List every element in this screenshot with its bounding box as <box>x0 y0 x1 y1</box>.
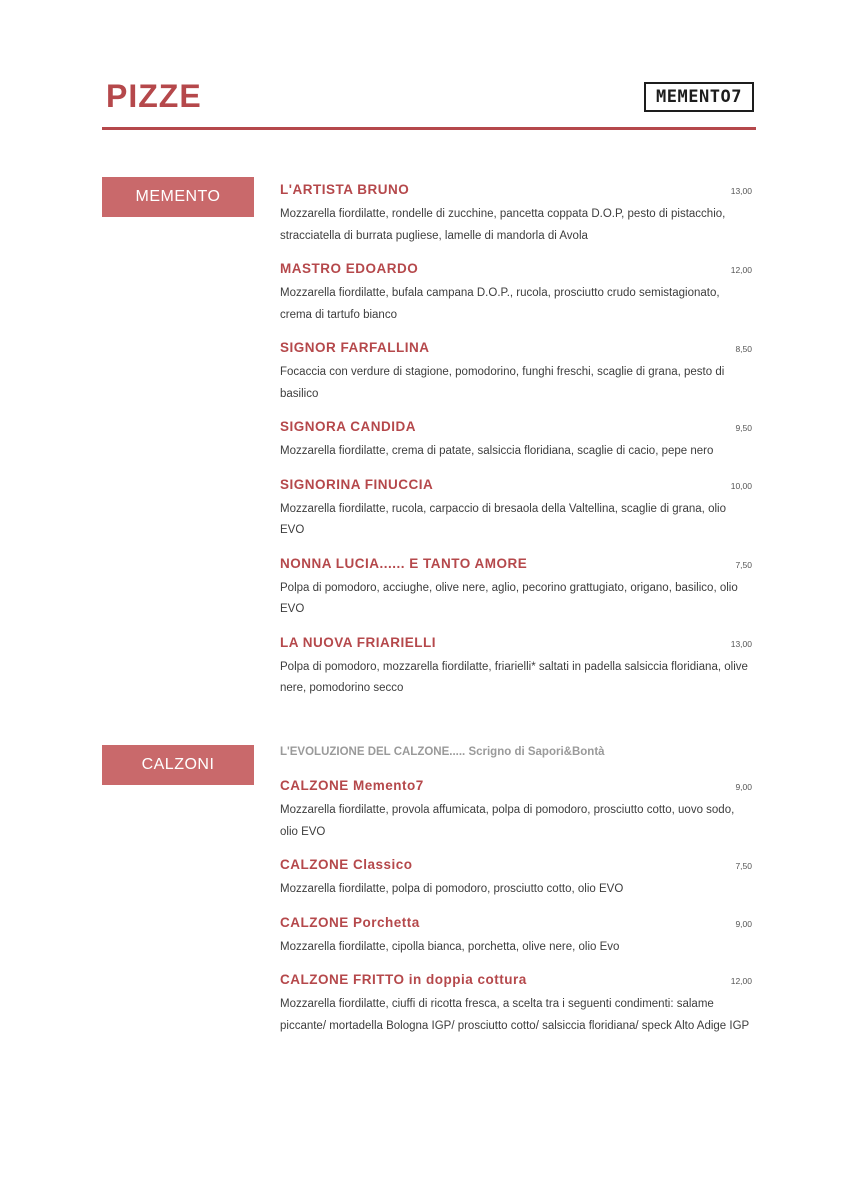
menu-item <box>280 556 752 621</box>
item-price: 7,50 <box>735 559 752 570</box>
menu-item <box>280 857 752 901</box>
item-name: LA NUOVA FRIARIELLI <box>280 634 436 650</box>
item-price: 13,00 <box>730 638 752 649</box>
menu-list-memento <box>280 182 752 714</box>
item-description: Mozzarella fiordilatte, rondelle di zucchine, pancetta coppata D.O.P, pesto di pistacchio, stracciatella di burrata pugliese, lamelle di mandorla di Avola <box>280 208 726 242</box>
item-description: Polpa di pomodoro, mozzarella fiordilatte, friarielli* saltati in padella salsiccia floridiana, olive nere, pomodorino secco <box>280 660 748 694</box>
item-description: Mozzarella fiordilatte, provola affumicata, polpa di pomodoro, prosciutto cotto, uovo sodo, olio EVO <box>280 804 735 838</box>
item-price: 9,00 <box>735 918 752 929</box>
menu-item <box>280 972 752 1037</box>
item-name: CALZONE Memento7 <box>280 778 424 793</box>
item-name: SIGNORINA FINUCCIA <box>280 476 434 492</box>
section-label-calzoni: CALZONI <box>102 745 254 785</box>
menu-item <box>280 340 752 405</box>
item-description: Focaccia con verdure di stagione, pomodorino, funghi freschi, scaglie di grana, pesto di basilico <box>280 366 725 400</box>
section-label-memento: MEMENTO <box>102 177 254 217</box>
menu-item <box>280 182 752 247</box>
item-name: CALZONE Porchetta <box>280 914 420 930</box>
brand-logo: MEMENTO7 <box>644 82 754 112</box>
header-divider <box>102 127 756 130</box>
item-price: 13,00 <box>730 186 752 196</box>
menu-item <box>280 778 752 843</box>
item-name: CALZONE FRITTO in doppia cottura <box>280 972 527 987</box>
item-name: L'ARTISTA BRUNO <box>280 182 410 197</box>
menu-list-calzoni <box>280 746 752 1051</box>
menu-item <box>280 261 752 326</box>
item-price: 7,50 <box>735 861 752 871</box>
menu-item <box>280 477 752 542</box>
page-title: PIZZE <box>106 78 202 114</box>
item-price: 12,00 <box>730 265 752 275</box>
item-name: MASTRO EDOARDO <box>280 261 419 276</box>
item-price: 9,50 <box>735 423 752 433</box>
item-description: Mozzarella fiordilatte, crema di patate, salsiccia floridiana, scaglie di cacio, pepe nero <box>280 445 714 457</box>
section-subtitle: L'EVOLUZIONE DEL CALZONE..... Scrigno di Sapori&Bontà <box>280 746 605 758</box>
item-description: Polpa di pomodoro, acciughe, olive nere, aglio, pecorino grattugiato, origano, basilico, olio EVO <box>280 581 738 615</box>
item-description: Mozzarella fiordilatte, polpa di pomodoro, prosciutto cotto, olio EVO <box>280 883 624 895</box>
menu-item <box>280 915 752 959</box>
item-description: Mozzarella fiordilatte, bufala campana D.O.P., rucola, prosciutto crudo semistagionato, crema di tartufo bianco <box>280 287 720 321</box>
item-name: SIGNOR FARFALLINA <box>280 340 430 355</box>
menu-item <box>280 635 752 700</box>
item-name: CALZONE Classico <box>280 857 413 872</box>
item-description: Mozzarella fiordilatte, ciuffi di ricotta fresca, a scelta tra i seguenti condimenti: salame piccante/ mortadella Bologna IGP/ prosciutto cotto/ salsiccia floridiana/ speck Alto Adige IGP <box>280 998 750 1032</box>
item-name: NONNA LUCIA...... E TANTO AMORE <box>280 555 528 571</box>
item-description: Mozzarella fiordilatte, rucola, carpaccio di bresaola della Valtellina, scaglie di grana, olio EVO <box>280 502 726 536</box>
item-name: SIGNORA CANDIDA <box>280 419 417 434</box>
item-price: 10,00 <box>730 480 752 491</box>
item-price: 12,00 <box>730 976 752 986</box>
menu-item <box>280 419 752 463</box>
item-description: Mozzarella fiordilatte, cipolla bianca, porchetta, olive nere, olio Evo <box>280 940 620 953</box>
item-price: 8,50 <box>735 344 752 354</box>
item-price: 9,00 <box>735 782 752 792</box>
